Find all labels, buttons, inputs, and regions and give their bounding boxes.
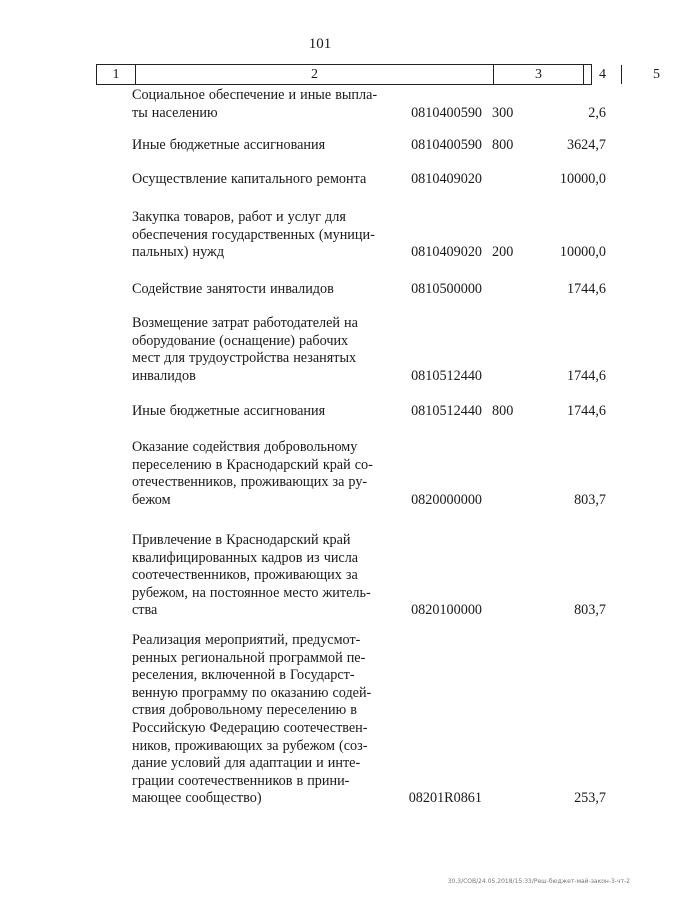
header-col-1: 1 [112,67,120,82]
row-code: 0820100000 [411,602,482,619]
row-code: 0820000000 [411,491,482,508]
row-code: 08201R0861 [408,790,482,807]
description-line: Реализация мероприятий, предусмот- [132,632,361,648]
description-line: мест для трудоустройства незанятых [132,350,357,367]
description-line: бежом [132,491,171,508]
row-description [132,171,389,189]
description-line: квалифицированных кадров из числа [132,549,359,566]
row-amount: 10000,0 [559,244,606,261]
description-line: ты населению [132,104,218,121]
description-line: ренных региональной программой пе- [132,649,366,666]
row-amount: 1744,6 [566,403,606,419]
header-col-3: 3 [493,65,583,84]
row-code: 0810409020 [411,244,482,261]
description-line: Осуществление капитального ремонта [132,171,367,187]
row-code: 0810409020 [411,171,482,187]
row-amount: 1744,6 [566,367,606,384]
description-line: Закупка товаров, работ и услуг для [132,209,346,225]
description-line: обеспечения государственных (муници- [132,226,375,243]
description-line: венную программу по оказанию содей- [132,684,372,701]
description-line: рубежом, на постоянное место житель- [132,584,371,601]
description-line: мающее сообщество) [132,790,262,807]
description-line: дание условий для адаптации и инте- [132,755,361,772]
row-code: 0810400590 [411,137,482,153]
row-description [132,439,389,509]
description-line: Российскую Федерацию соотечествен- [132,719,368,736]
row-description [132,87,389,122]
description-line: Иные бюджетные ассигнования [132,137,326,153]
row-description [132,137,389,155]
row-amount: 2,6 [588,104,606,121]
description-line: Оказание содействия добровольному [132,439,358,455]
footer-stamp: 30.3/СОВ/24.05.2018/15:33/Реш-бюджет-май-закон-3-чт-2 [447,878,630,885]
header-col-4: 4 [583,65,621,84]
row-code: 0810500000 [411,281,482,297]
row-amount: 1744,6 [566,281,606,297]
description-line: грации соотечественников в прини- [132,772,350,789]
row-code: 0810512440 [411,403,482,419]
description-line: инвалидов [132,367,196,384]
row-amount: 3624,7 [566,137,606,153]
row-description [132,632,389,808]
description-line: ствия добровольному переселению в [132,702,357,719]
header-col-5: 5 [621,65,691,84]
row-description [132,315,389,385]
description-line: пальных) нужд [132,244,225,261]
row-code: 0810400590 [411,104,482,121]
header-col-2: 2 [135,65,493,84]
row-amount: 803,7 [574,602,606,619]
description-line: ников, проживающих за рубежом (соз- [132,737,368,754]
row-description [132,532,389,620]
description-line: переселению в Краснодарский край со- [132,456,373,473]
description-line: отечественников, проживающих за ру- [132,474,368,491]
description-line: Возмещение затрат работодателей на [132,315,358,331]
row-description [132,403,389,421]
description-line: Привлечение в Краснодарский край [132,532,351,548]
description-line: Иные бюджетные ассигнования [132,403,326,419]
description-line: ства [132,602,158,619]
description-line: Содействие занятости инвалидов [132,281,334,297]
row-expense-type: 300 [492,104,514,121]
row-description [132,281,389,299]
row-expense-type: 800 [492,403,514,419]
page-number: 101 [308,36,332,52]
row-description [132,209,389,262]
table-header [96,64,660,85]
row-amount: 253,7 [574,790,606,807]
description-line: оборудование (оснащение) рабочих [132,332,349,349]
row-expense-type: 800 [492,137,514,153]
row-code: 0810512440 [411,367,482,384]
description-line: реселения, включенной в Государст- [132,667,355,684]
row-amount: 10000,0 [559,171,606,187]
description-line: соотечественников, проживающих за [132,567,358,584]
row-expense-type: 200 [492,244,514,261]
row-amount: 803,7 [574,491,606,508]
description-line: Социальное обеспечение и иные выпла- [132,87,378,103]
